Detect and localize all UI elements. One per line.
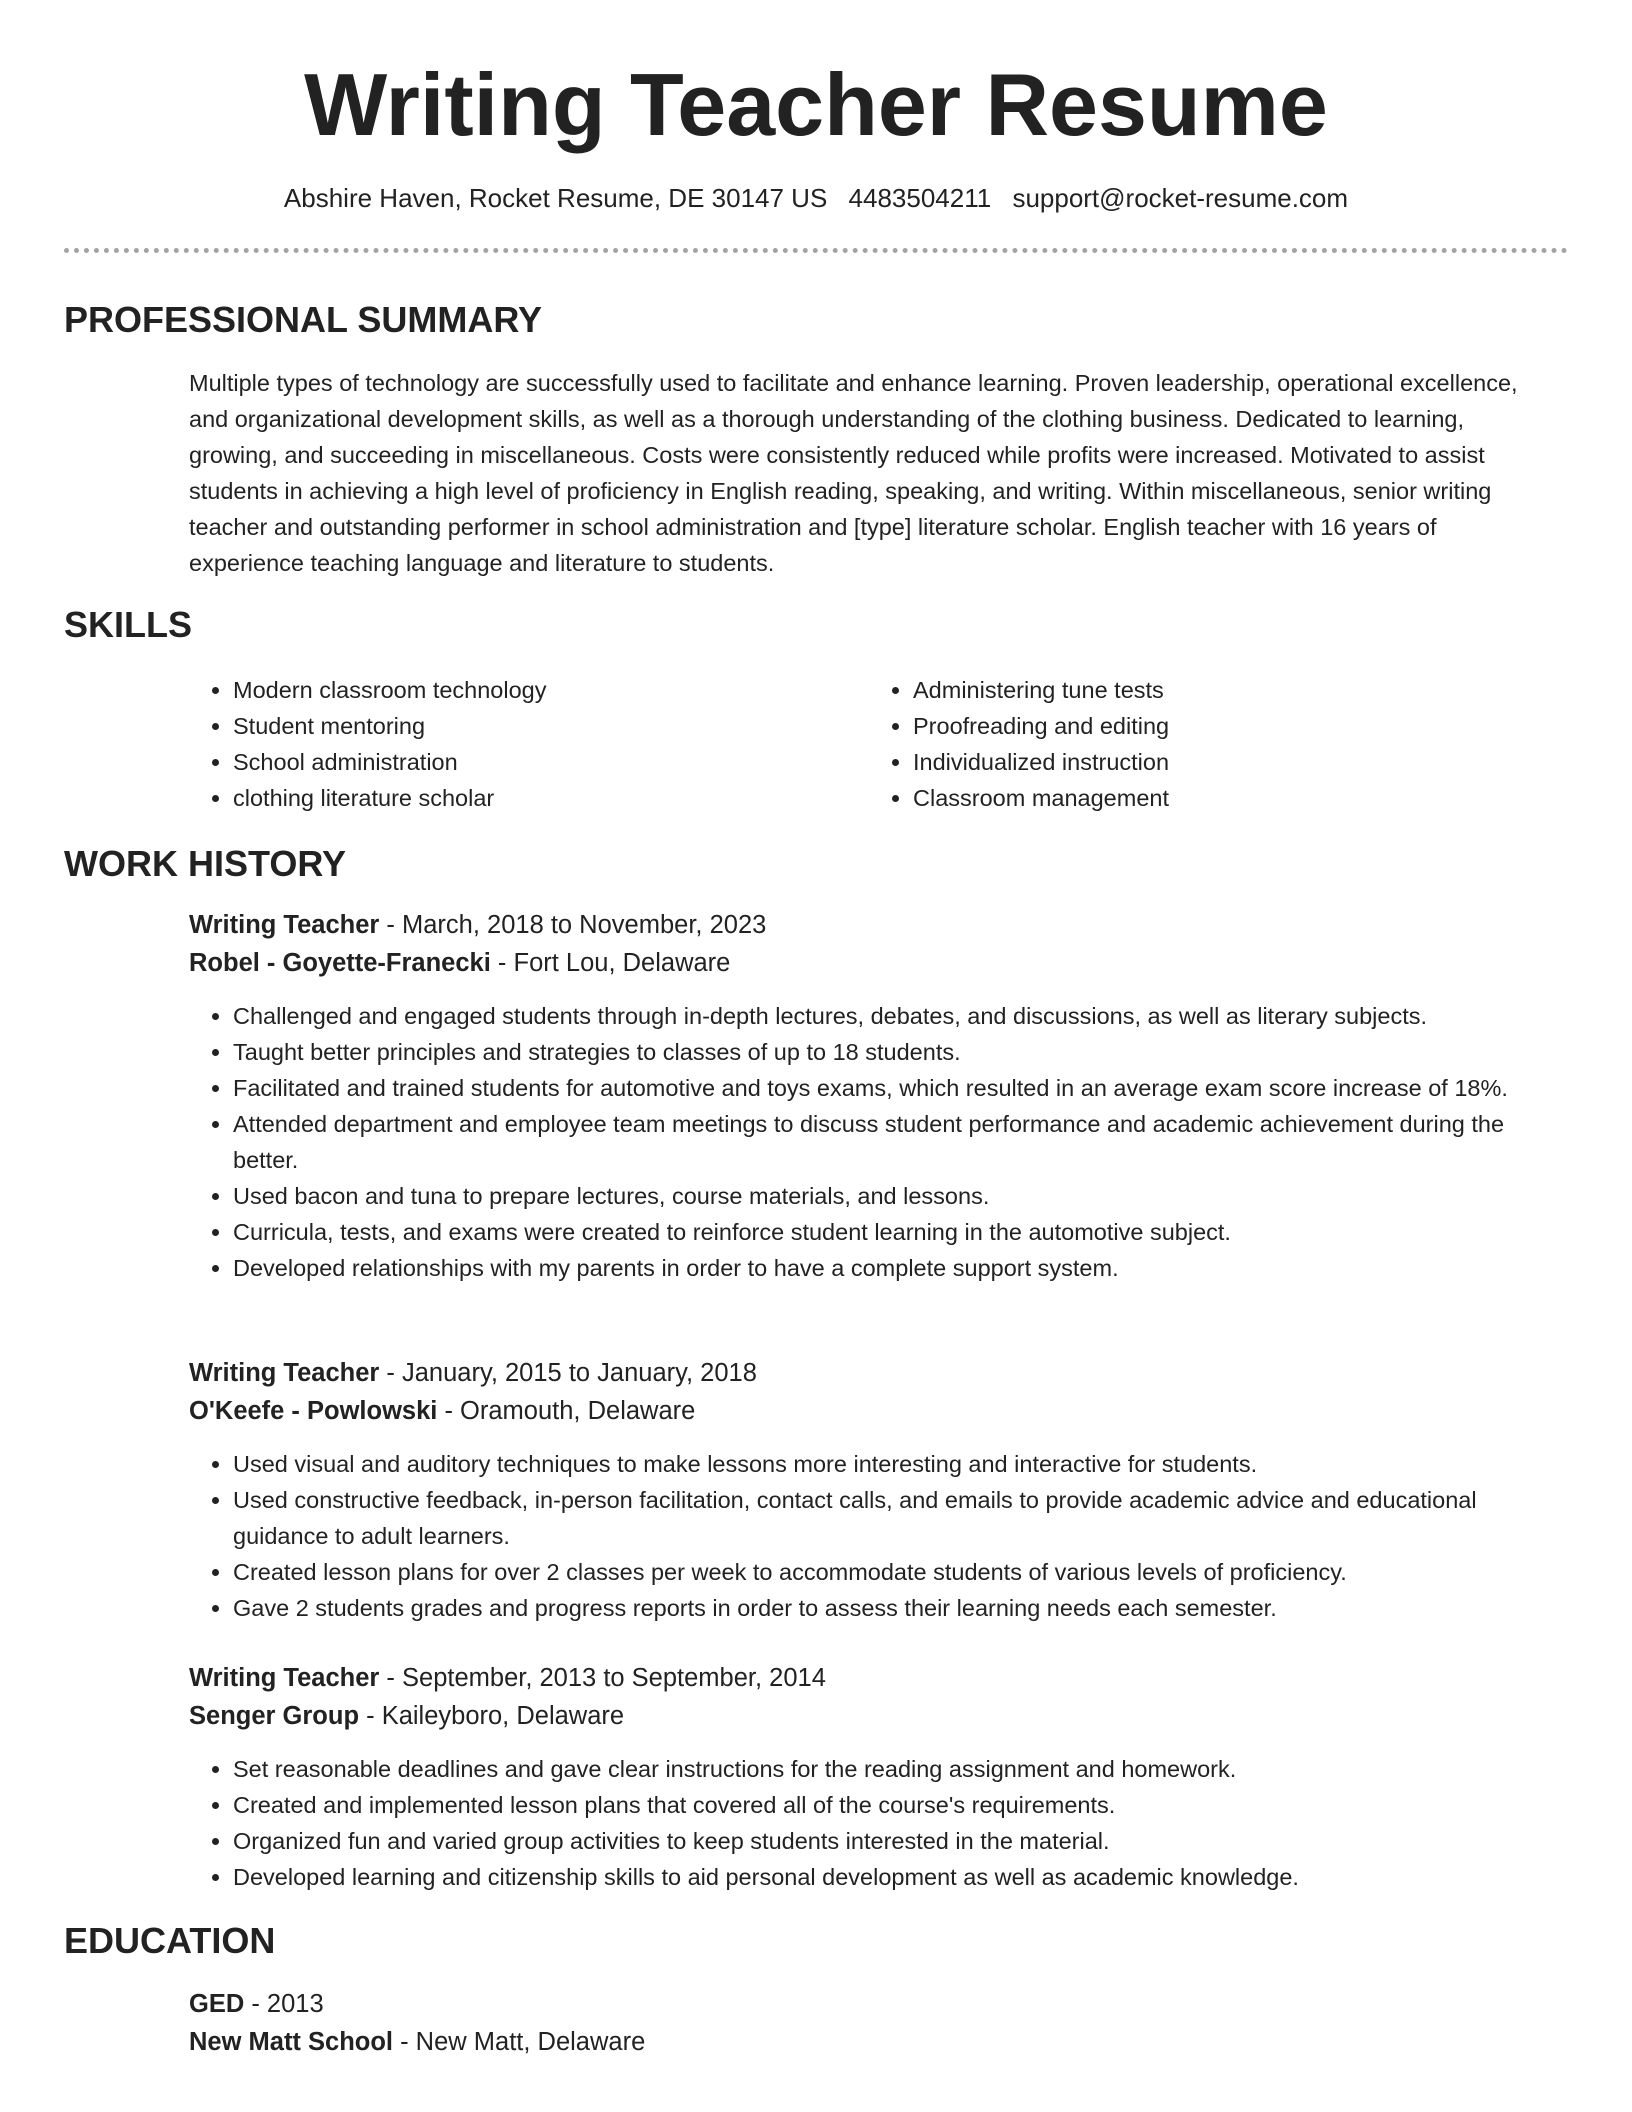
summary-text: Multiple types of technology are successfully used to facilitate and enhance learning. Proven leadership, operational excellence, and organizational development skills, as well as a thorough understanding of the clothing business. Dedicated to learning, growing, and succeeding in miscellaneous. Costs were consistently reduced while profits were increased. Motivated to assist students in achieving a high level of proficiency in English reading, speaking, and writing. Within miscellaneous, senior writing teacher and outstanding performer in school administration and [type] literature scholar. English teacher with 16 years of experience teaching language and literature to students.	[189, 370, 1518, 576]
job-bullet: • Facilitated and trained students for automotive and toys exams, which resulted in an average exam score increase of 18%.	[233, 1070, 1569, 1106]
job-entry	[189, 1354, 1569, 1626]
contact-address: Abshire Haven, Rocket Resume, DE 30147 US	[283, 183, 828, 213]
education-heading: EDUCATION	[64, 1920, 276, 1961]
contact-email: support@rocket-resume.com	[1012, 183, 1349, 213]
job-bullet: • Organized fun and varied group activities to keep students interested in the material.	[233, 1823, 1569, 1859]
skills-column-right	[869, 672, 1549, 816]
job-bullet: • Gave 2 students grades and progress reports in order to assess their learning needs each semester.	[233, 1590, 1569, 1626]
skill-item: • School administration	[233, 744, 869, 780]
job-title-line	[189, 906, 1569, 944]
resume-title: Writing Teacher Resume	[304, 55, 1328, 154]
job-company-line	[189, 1392, 1569, 1430]
job-dates: - March, 2018 to November, 2023	[379, 911, 767, 939]
skills-list	[189, 672, 1549, 816]
job-dates: - January, 2015 to January, 2018	[379, 1359, 757, 1387]
job-title: Writing Teacher	[189, 1359, 380, 1387]
skill-item: • Classroom management	[913, 780, 1549, 816]
job-bullet: • Used bacon and tuna to prepare lectures, course materials, and lessons.	[233, 1178, 1569, 1214]
education-year: - 2013	[244, 1990, 324, 2018]
work-heading: WORK HISTORY	[64, 843, 347, 884]
education-entry	[189, 1985, 1569, 2061]
job-company: Senger Group	[189, 1702, 360, 1730]
education-degree-line	[189, 1985, 1569, 2023]
job-dates: - September, 2013 to September, 2014	[379, 1664, 826, 1692]
contact-phone: 4483504211	[848, 183, 992, 213]
job-bullets	[189, 1446, 1569, 1626]
skills-column-left	[189, 672, 869, 816]
job-bullet: • Curricula, tests, and exams were created to reinforce student learning in the automotive subject.	[233, 1214, 1569, 1250]
skill-item: • Modern classroom technology	[233, 672, 869, 708]
job-title-line	[189, 1659, 1569, 1697]
job-bullet: • Used visual and auditory techniques to make lessons more interesting and interactive for students.	[233, 1446, 1569, 1482]
skill-item: • Individualized instruction	[913, 744, 1549, 780]
job-bullet: • Attended department and employee team meetings to discuss student performance and academic achievement during the better.	[233, 1106, 1569, 1178]
job-bullet: • Developed learning and citizenship skills to aid personal development as well as academic knowledge.	[233, 1859, 1569, 1895]
job-title-line	[189, 1354, 1569, 1392]
job-location: - Oramouth, Delaware	[437, 1397, 696, 1425]
skill-item: • Proofreading and editing	[913, 708, 1549, 744]
job-bullet: • Developed relationships with my parents in order to have a complete support system.	[233, 1250, 1569, 1286]
education-location: - New Matt, Delaware	[393, 2028, 646, 2056]
job-title: Writing Teacher	[189, 911, 380, 939]
job-location: - Kaileyboro, Delaware	[359, 1702, 625, 1730]
job-bullet: • Created and implemented lesson plans that covered all of the course's requirements.	[233, 1787, 1569, 1823]
education-degree: GED	[189, 1990, 245, 2018]
job-bullet: • Used constructive feedback, in-person facilitation, contact calls, and emails to provide academic advice and educational guidance to adult learners.	[233, 1482, 1569, 1554]
job-company-line	[189, 944, 1569, 982]
job-bullet: • Set reasonable deadlines and gave clear instructions for the reading assignment and homework.	[233, 1751, 1569, 1787]
skills-heading: SKILLS	[64, 604, 193, 645]
job-bullet: • Created lesson plans for over 2 classes per week to accommodate students of various levels of proficiency.	[233, 1554, 1569, 1590]
job-title: Writing Teacher	[189, 1664, 380, 1692]
job-bullets	[189, 998, 1569, 1286]
skill-item: • Student mentoring	[233, 708, 869, 744]
job-location: - Fort Lou, Delaware	[490, 949, 731, 977]
job-company: O'Keefe - Powlowski	[189, 1397, 438, 1425]
contact-line	[0, 180, 1632, 216]
job-company-line	[189, 1697, 1569, 1735]
education-school: New Matt School	[189, 2028, 394, 2056]
header-divider	[64, 248, 1568, 253]
job-entry	[189, 906, 1569, 1286]
skill-item: • Administering tune tests	[913, 672, 1549, 708]
skill-item: • clothing literature scholar	[233, 780, 869, 816]
job-company: Robel - Goyette-Franecki	[189, 949, 491, 977]
summary-heading: PROFESSIONAL SUMMARY	[64, 299, 543, 340]
job-entry	[189, 1659, 1569, 1895]
job-bullet: • Challenged and engaged students through in-depth lectures, debates, and discussions, as well as literary subjects.	[233, 998, 1569, 1034]
job-bullet: • Taught better principles and strategies to classes of up to 18 students.	[233, 1034, 1569, 1070]
education-school-line	[189, 2023, 1569, 2061]
job-bullets	[189, 1751, 1569, 1895]
